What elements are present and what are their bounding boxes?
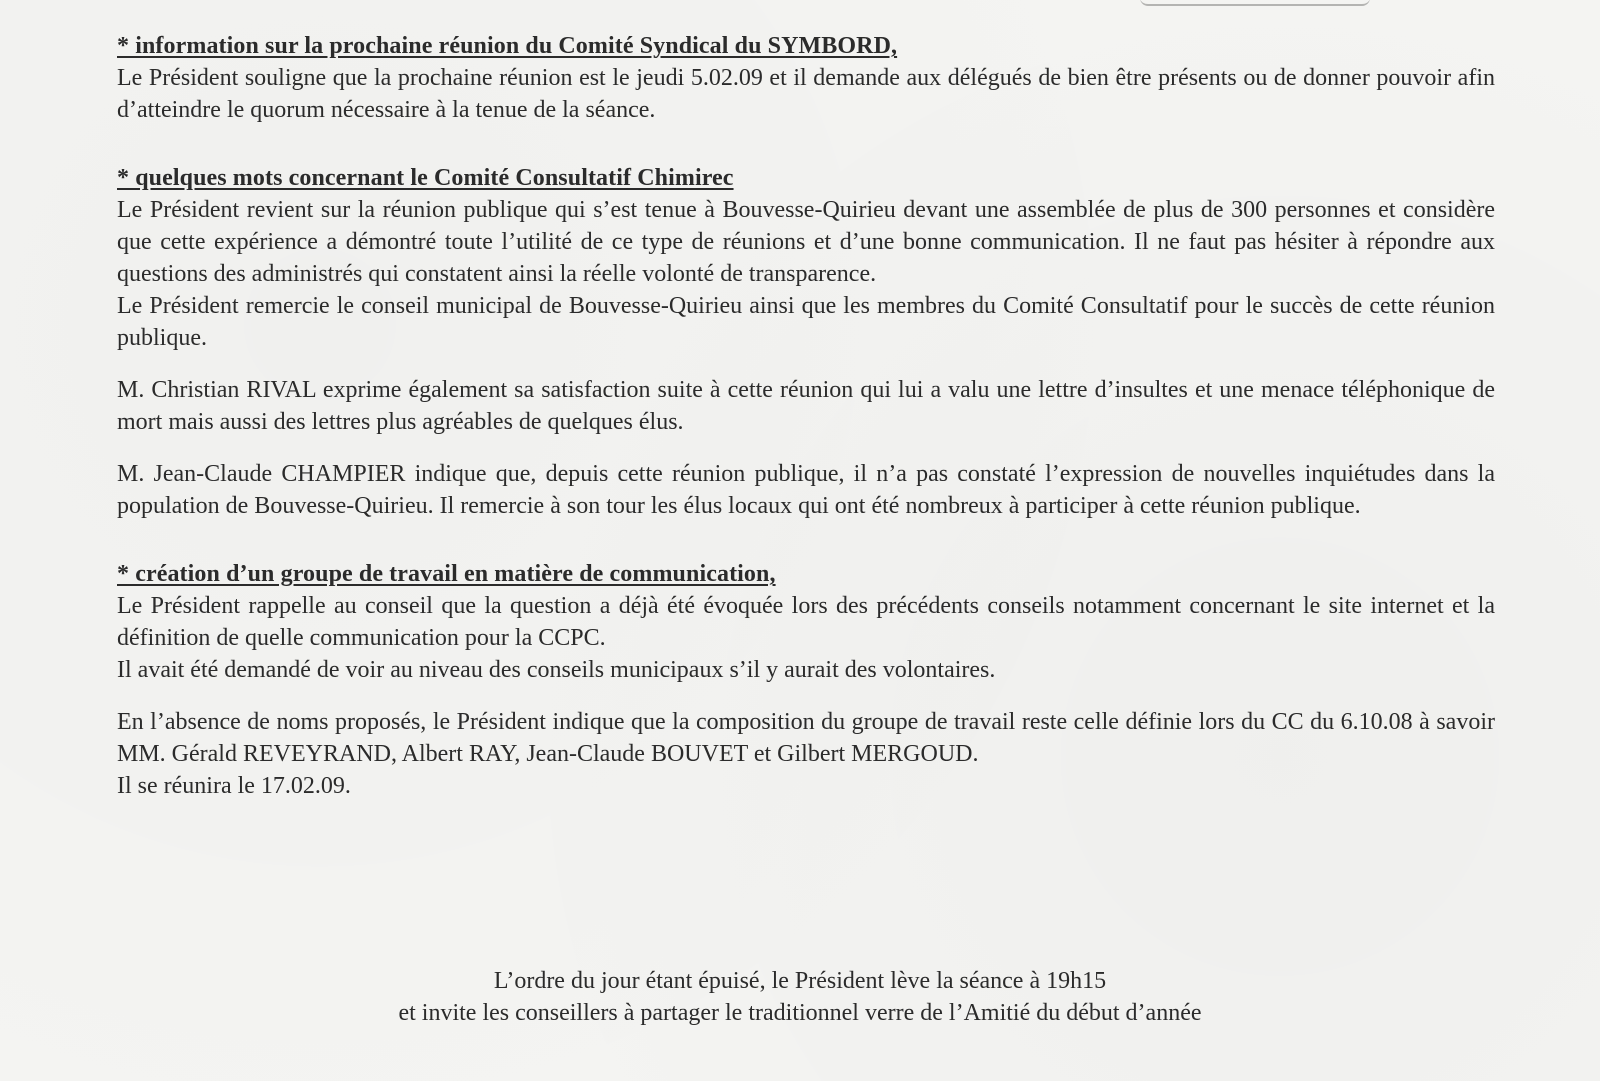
section-paragraph: M. Christian RIVAL exprime également sa satisfaction suite à cette réunion qui lui a valu une lettre d’insultes et une menace téléphonique de mort mais aussi des lettres plus agréables de quelques élus.	[117, 377, 1495, 435]
section-heading: * quelques mots concernant le Comité Consultatif Chimirec	[117, 165, 734, 191]
closing-line-2: et invite les conseillers à partager le traditionnel verre de l’Amitié du début d’année	[398, 1000, 1202, 1026]
section-paragraph: En l’absence de noms proposés, le Président indique que la composition du groupe de travail reste celle définie lors du CC du 6.10.08 à savoir MM. Gérald REVEYRAND, Albert RAY, Jean-Claude BOUVET et Gilbert MERGOUD.	[117, 709, 1495, 767]
section-paragraph: Le Président rappelle au conseil que la question a déjà été évoquée lors des précédents conseils notamment concernant le site internet et la définition de quelle communication pour la CCPC.	[117, 593, 1495, 651]
section-heading: * information sur la prochaine réunion du Comité Syndical du SYMBORD,	[117, 33, 898, 59]
scan-edge-mark	[1140, 0, 1370, 6]
section-paragraph: Le Président remercie le conseil municipal de Bouvesse-Quirieu ainsi que les membres du Comité Consultatif pour le succès de cette réunion publique.	[117, 293, 1495, 351]
closing-statement	[0, 965, 1600, 1029]
minutes-body	[117, 30, 1495, 838]
closing-line-1: L’ordre du jour étant épuisé, le Président lève la séance à 19h15	[493, 968, 1107, 994]
section-paragraph: Il se réunira le 17.02.09.	[117, 773, 351, 799]
section-paragraph: Il avait été demandé de voir au niveau des conseils municipaux s’il y aurait des volontaires.	[117, 657, 996, 683]
section-communication	[117, 558, 1495, 802]
section-symbord	[117, 30, 1495, 126]
section-chimirec	[117, 162, 1495, 522]
section-heading: * création d’un groupe de travail en matière de communication,	[117, 561, 776, 587]
section-paragraph: Le Président souligne que la prochaine réunion est le jeudi 5.02.09 et il demande aux délégués de bien être présents ou de donner pouvoir afin d’atteindre le quorum nécessaire à la tenue de la séance.	[117, 65, 1495, 123]
section-paragraph: Le Président revient sur la réunion publique qui s’est tenue à Bouvesse-Quirieu devant une assemblée de plus de 300 personnes et considère que cette expérience a démontré toute l’utilité de ce type de réunions et d’une bonne communication. Il ne faut pas hésiter à répondre aux questions des administrés qui constatent ainsi la réelle volonté de transparence.	[117, 197, 1495, 287]
section-paragraph: M. Jean-Claude CHAMPIER indique que, depuis cette réunion publique, il n’a pas constaté l’expression de nouvelles inquiétudes dans la population de Bouvesse-Quirieu. Il remercie à son tour les élus locaux qui ont été nombreux à participer à cette réunion publique.	[117, 461, 1495, 519]
